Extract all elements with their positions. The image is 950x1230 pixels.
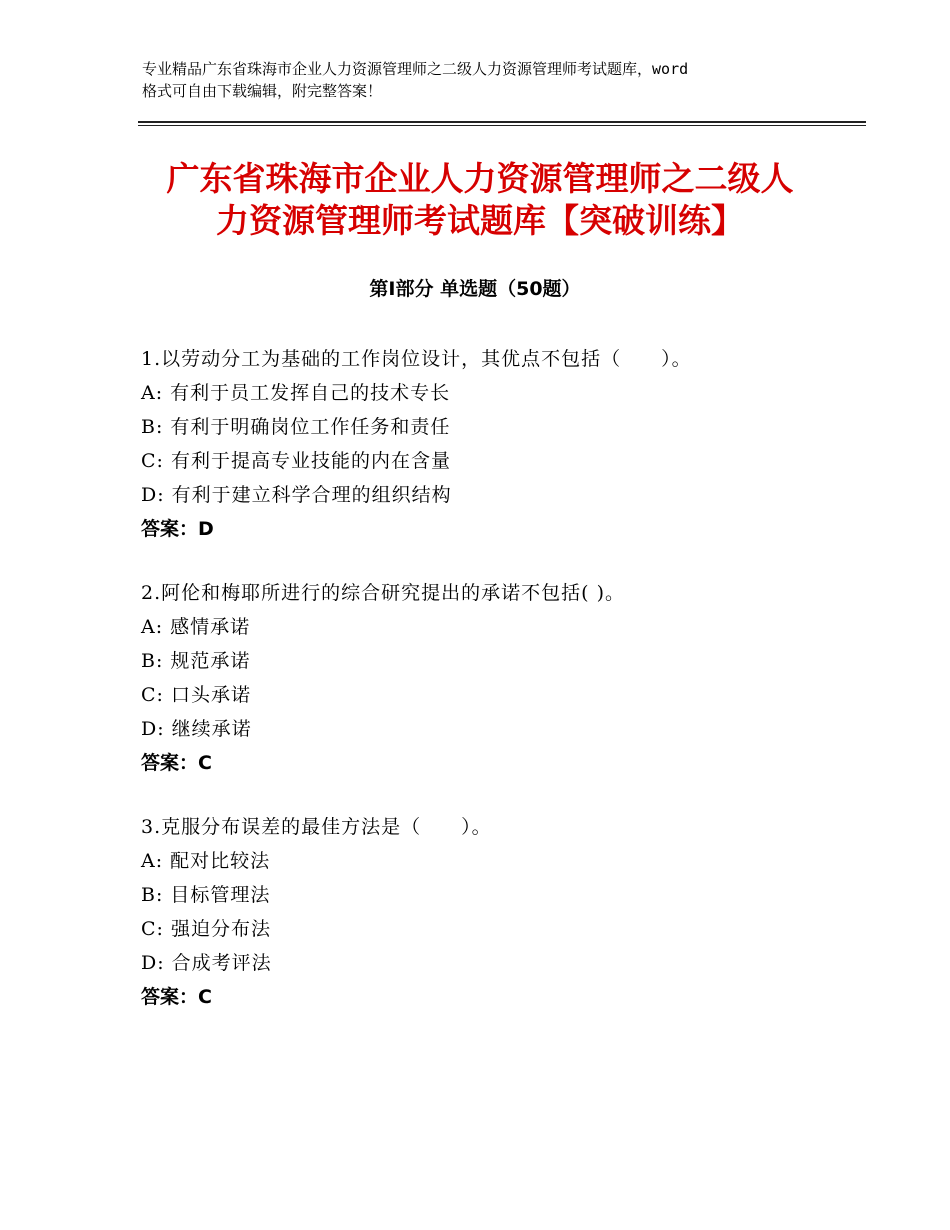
option-c: C: 口头承诺 xyxy=(141,684,251,706)
document-title xyxy=(130,158,830,242)
header-divider-thick xyxy=(138,121,866,123)
answer: 答案：C xyxy=(141,986,212,1008)
option-c: C: 强迫分布法 xyxy=(141,918,271,940)
option-b: B: 目标管理法 xyxy=(141,884,271,906)
header-note-line-1: 专业精品广东省珠海市企业人力资源管理师之二级人力资源管理师考试题库，word xyxy=(142,60,689,78)
answer: 答案：C xyxy=(141,752,212,774)
question-text: 1.以劳动分工为基础的工作岗位设计，其优点不包括（ ）。 xyxy=(141,348,692,370)
answer: 答案：D xyxy=(141,518,214,540)
question-text: 2.阿伦和梅耶所进行的综合研究提出的承诺不包括( )。 xyxy=(141,582,625,604)
option-d: D: 有利于建立科学合理的组织结构 xyxy=(141,484,452,506)
option-c: C: 有利于提高专业技能的内在含量 xyxy=(141,450,451,472)
option-a: A: 有利于员工发挥自己的技术专长 xyxy=(141,382,451,404)
question-list xyxy=(141,342,861,1044)
question-2 xyxy=(141,576,861,780)
option-d: D: 合成考评法 xyxy=(141,952,272,974)
question-3 xyxy=(141,810,861,1014)
document-title-line-2: 力资源管理师考试题库【突破训练】 xyxy=(216,201,744,240)
option-a: A: 感情承诺 xyxy=(141,616,251,638)
header-note xyxy=(142,58,832,102)
option-a: A: 配对比较法 xyxy=(141,850,271,872)
option-d: D: 继续承诺 xyxy=(141,718,252,740)
header-note-line-2: 格式可自由下载编辑，附完整答案！ xyxy=(142,82,383,100)
section-heading: 第Ⅰ部分 单选题（50题） xyxy=(369,278,581,300)
question-1 xyxy=(141,342,861,546)
header-divider-thin xyxy=(138,125,866,126)
document-title-line-1: 广东省珠海市企业人力资源管理师之二级人 xyxy=(166,159,794,198)
option-b: B: 规范承诺 xyxy=(141,650,251,672)
option-b: B: 有利于明确岗位工作任务和责任 xyxy=(141,416,451,438)
question-text: 3.克服分布误差的最佳方法是（ ）。 xyxy=(141,816,492,838)
